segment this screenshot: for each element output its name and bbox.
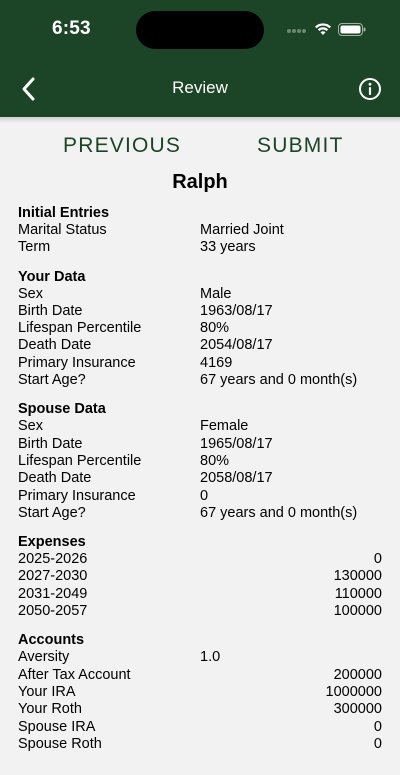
row-value: 0 (373, 551, 382, 568)
row-value: 80% (200, 452, 230, 469)
review-row (18, 303, 382, 320)
dynamic-island (136, 11, 264, 49)
row-value: 110000 (334, 585, 382, 602)
row-label: After Tax Account (18, 666, 131, 683)
review-row (18, 337, 382, 354)
review-row (18, 470, 382, 487)
section-heading: Accounts (18, 632, 85, 649)
page-title: Review (172, 78, 228, 97)
row-value: 100000 (333, 603, 382, 620)
row-value: 0 (200, 487, 209, 504)
review-content (18, 204, 382, 764)
row-label: 2031-2049 (18, 585, 88, 602)
review-row (18, 222, 382, 239)
row-value: 1000000 (325, 683, 382, 700)
row-label: 2027-2030 (18, 568, 88, 585)
review-row (18, 355, 382, 372)
row-label: Primary Insurance (18, 487, 136, 504)
section-your-data (18, 268, 382, 390)
row-label: Your Roth (18, 701, 82, 718)
row-value: 2058/08/17 (200, 470, 273, 487)
row-value: 200000 (333, 666, 382, 683)
info-button[interactable] (358, 77, 382, 101)
row-value: 33 years (200, 239, 256, 256)
row-value: 300000 (333, 701, 382, 718)
battery-icon (338, 23, 366, 41)
action-bar (0, 134, 400, 164)
row-value: Married Joint (200, 222, 284, 238)
cellular-signal-icon (286, 23, 308, 41)
profile-name: Ralph (172, 171, 228, 193)
review-row (18, 568, 382, 585)
info-icon (358, 88, 382, 105)
row-label: Birth Date (18, 435, 83, 452)
row-value: 130000 (333, 568, 382, 585)
row-label: Sex (18, 418, 43, 435)
section-heading: Your Data (18, 268, 86, 285)
review-row (18, 372, 382, 389)
row-value: 80% (200, 320, 230, 337)
row-label: Marital Status (18, 222, 107, 238)
review-row (18, 453, 382, 470)
row-label: Primary Insurance (18, 354, 136, 371)
row-value: 1963/08/17 (200, 302, 273, 319)
row-label: Death Date (18, 337, 92, 354)
section-heading: Initial Entries (18, 205, 110, 221)
review-row (18, 418, 382, 435)
review-row (18, 736, 382, 753)
section-heading: Spouse Data (18, 401, 106, 418)
row-label: 2050-2057 (18, 603, 88, 620)
row-label: Start Age? (18, 372, 86, 389)
row-value: Male (200, 285, 232, 302)
previous-button[interactable]: PREVIOUS (63, 134, 182, 157)
row-value: 2054/08/17 (200, 337, 273, 354)
section-heading: Expenses (18, 534, 86, 551)
row-value: 67 years and 0 month(s) (200, 504, 358, 521)
review-row (18, 701, 382, 718)
row-label: Spouse IRA (18, 718, 96, 735)
review-row (18, 551, 382, 568)
review-row (18, 719, 382, 736)
row-label: Death Date (18, 470, 92, 487)
row-value: 1965/08/17 (200, 435, 273, 452)
row-label: Aversity (18, 649, 70, 666)
review-row (18, 684, 382, 701)
submit-button[interactable]: SUBMIT (257, 134, 344, 157)
row-value: 1.0 (200, 649, 221, 666)
status-icons (286, 22, 366, 41)
row-label: Lifespan Percentile (18, 320, 142, 337)
row-label: Term (18, 239, 51, 256)
section-spouse-data (18, 400, 382, 522)
review-row (18, 320, 382, 337)
review-row (18, 505, 382, 522)
row-label: Start Age? (18, 504, 86, 521)
header-shadow (0, 117, 400, 123)
row-label: 2025-2026 (18, 551, 88, 568)
section-initial-entries (18, 204, 382, 257)
review-row (18, 239, 382, 256)
wifi-icon (314, 22, 332, 41)
row-value: 4169 (200, 354, 233, 371)
section-expenses (18, 533, 382, 620)
row-label: Spouse Roth (18, 735, 102, 752)
nav-bar (0, 60, 400, 117)
row-value: 0 (373, 718, 382, 735)
row-label: Your IRA (18, 683, 76, 700)
review-row (18, 603, 382, 620)
row-value: 0 (373, 735, 382, 752)
review-row (18, 436, 382, 453)
row-label: Lifespan Percentile (18, 452, 142, 469)
row-label: Birth Date (18, 302, 83, 319)
section-accounts (18, 631, 382, 753)
status-bar (0, 0, 400, 60)
status-time: 6:53 (52, 18, 91, 39)
review-row (18, 586, 382, 603)
row-value: 67 years and 0 month(s) (200, 372, 358, 389)
review-row (18, 488, 382, 505)
review-row (18, 667, 382, 684)
row-value: Female (200, 418, 249, 435)
row-label: Sex (18, 285, 43, 302)
app-header (0, 0, 400, 117)
review-row (18, 649, 382, 666)
review-row (18, 286, 382, 303)
